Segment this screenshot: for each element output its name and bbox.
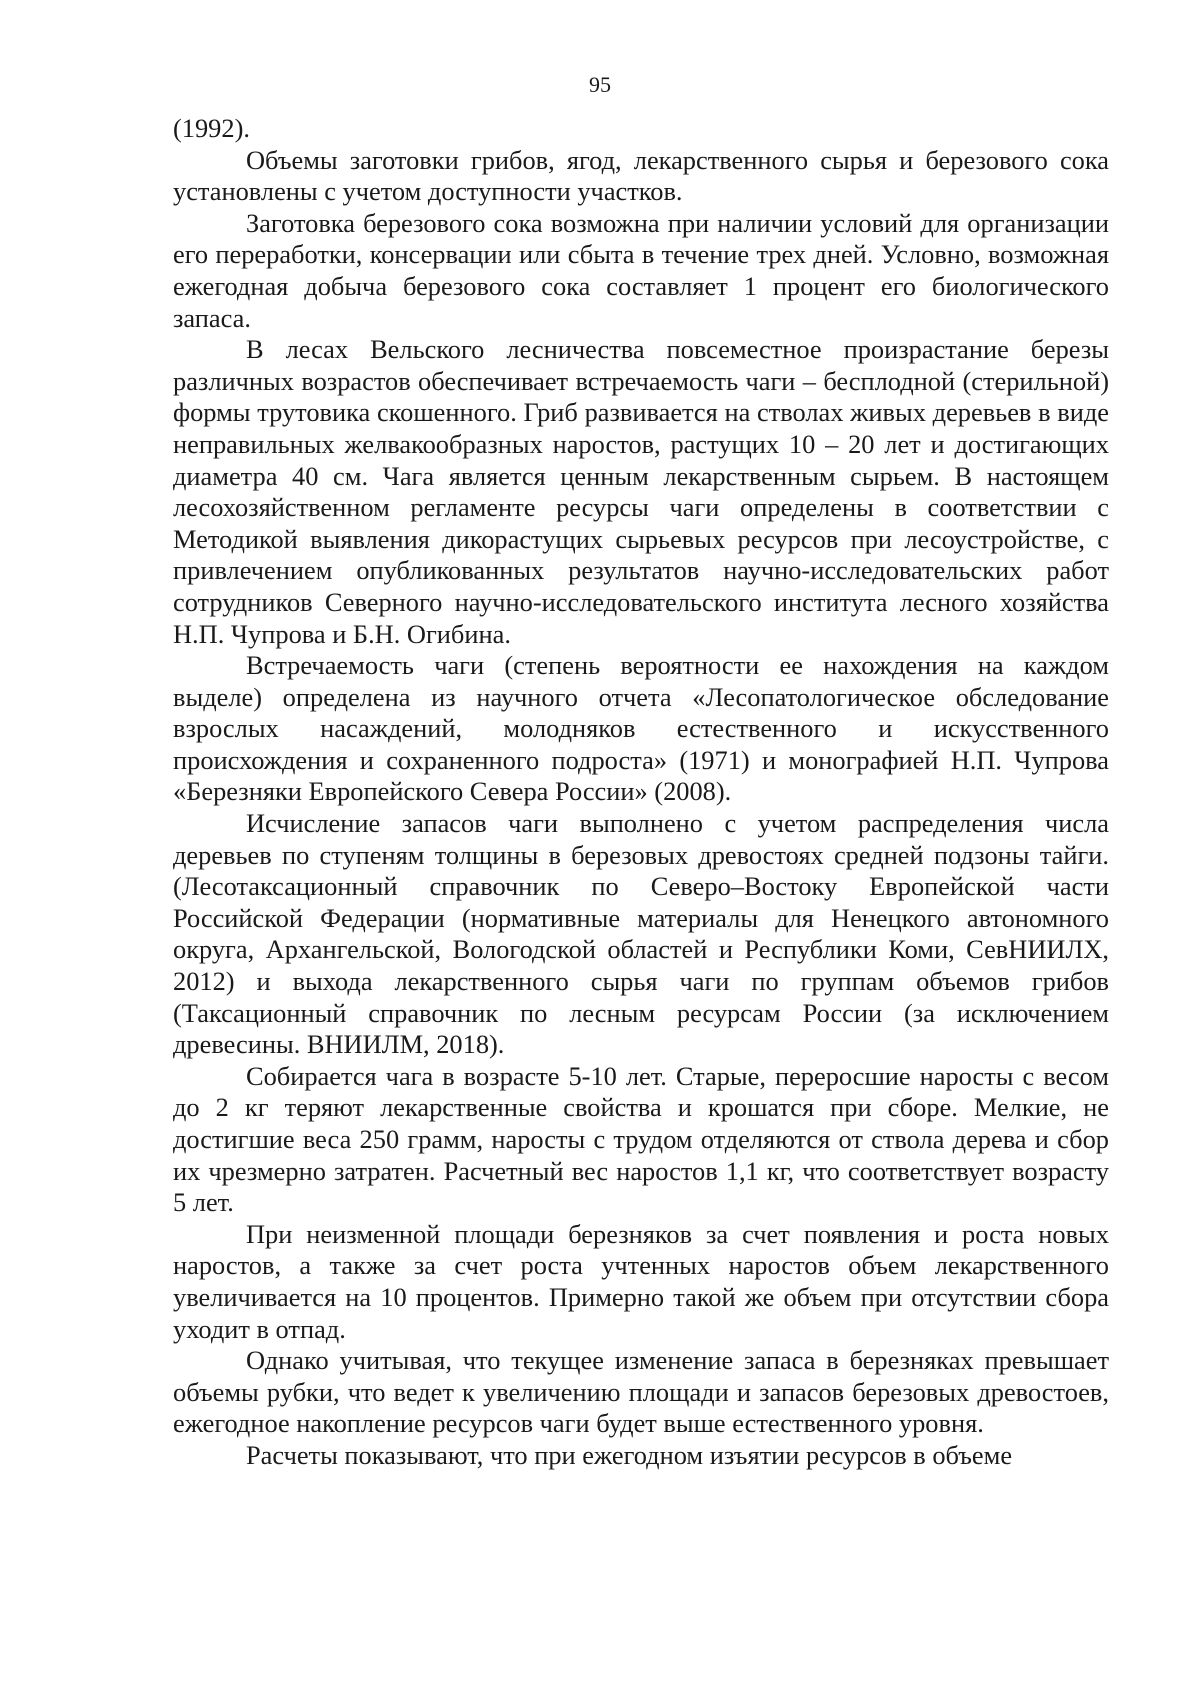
paragraph: Расчеты показывают, что при ежегодном изъятии ресурсов в объеме: [246, 1439, 1013, 1470]
paragraph: Встречаемость чаги (степень вероятности ее нахождения на каждом выделе) определена из научного отчета «Лесопатологическое обследование взрослых насаждений, молодняков естественного и искусственного происхождения и сохраненного подроста» (1971) и монографией Н.П. Чупрова «Березняки Европейского Севера России» (2008).: [173, 650, 1109, 807]
page-number: 95: [589, 72, 611, 97]
paragraph: Однако учитывая, что текущее изменение запаса в березняках превышает объемы рубки, что ведет к увеличению площади и запасов березовых древостоев, ежегодное накопление ресурсов чаги будет выше естественного уровня.: [173, 1345, 1109, 1439]
document-body: [173, 113, 1109, 1472]
paragraph-continuation: (1992).: [173, 113, 250, 143]
paragraph: При неизменной площади березняков за счет появления и роста новых наростов, а также за счет роста учтенных наростов объем лекарственного увеличивается на 10 процентов. Примерно такой же объем при отсутствии сбора уходит в отпад.: [173, 1218, 1109, 1344]
paragraph: В лесах Вельского лесничества повсеместное произрастание березы различных возрастов обеспечивает встречаемость чаги – бесплодной (стерильной) формы трутовика скошенного. Гриб развивается на стволах живых деревьев в виде неправильных желвакообразных наростов, растущих 10 – 20 лет и достигающих диаметра 40 см. Чага является ценным лекарственным сырьем. В настоящем лесохозяйственном регламенте ресурсы чаги определены в соответствии с Методикой выявления дикорастущих сырьевых ресурсов при лесоустройстве, с привлечением опубликованных результатов научно-исследовательских работ сотрудников Северного научно-исследовательского института лесного хозяйства Н.П. Чупрова и Б.Н. Огибина.: [173, 334, 1109, 649]
paragraph: Заготовка березового сока возможна при наличии условий для организации его переработки, консервации или сбыта в течение трех дней. Условно, возможная ежегодная добыча березового сока составляет 1 процент его биологического запаса.: [173, 207, 1109, 333]
paragraph: Собирается чага в возрасте 5-10 лет. Старые, переросшие наросты с весом до 2 кг теряют лекарственные свойства и крошатся при сборе. Мелкие, не достигшие веса 250 грамм, наросты с трудом отделяются от ствола дерева и сбор их чрезмерно затратен. Расчетный вес наростов 1,1 кг, что соответствует возрасту 5 лет.: [173, 1060, 1109, 1218]
paragraph: Объемы заготовки грибов, ягод, лекарственного сырья и березового сока установлены с учетом доступности участков.: [173, 144, 1109, 207]
paragraph: Исчисление запасов чаги выполнено с учетом распределения числа деревьев по ступеням толщины в березовых древостоях средней подзоны тайги. (Лесотаксационный справочник по Северо–Востоку Европейской части Российской Федерации (нормативные материалы для Ненецкого автономного округа, Архангельской, Вологодской областей и Республики Коми, СевНИИЛХ, 2012) и выхода лекарственного сырья чаги по группам объемов грибов (Таксационный справочник по лесным ресурсам России (за исключением древесины. ВНИИЛМ, 2018).: [173, 808, 1109, 1060]
